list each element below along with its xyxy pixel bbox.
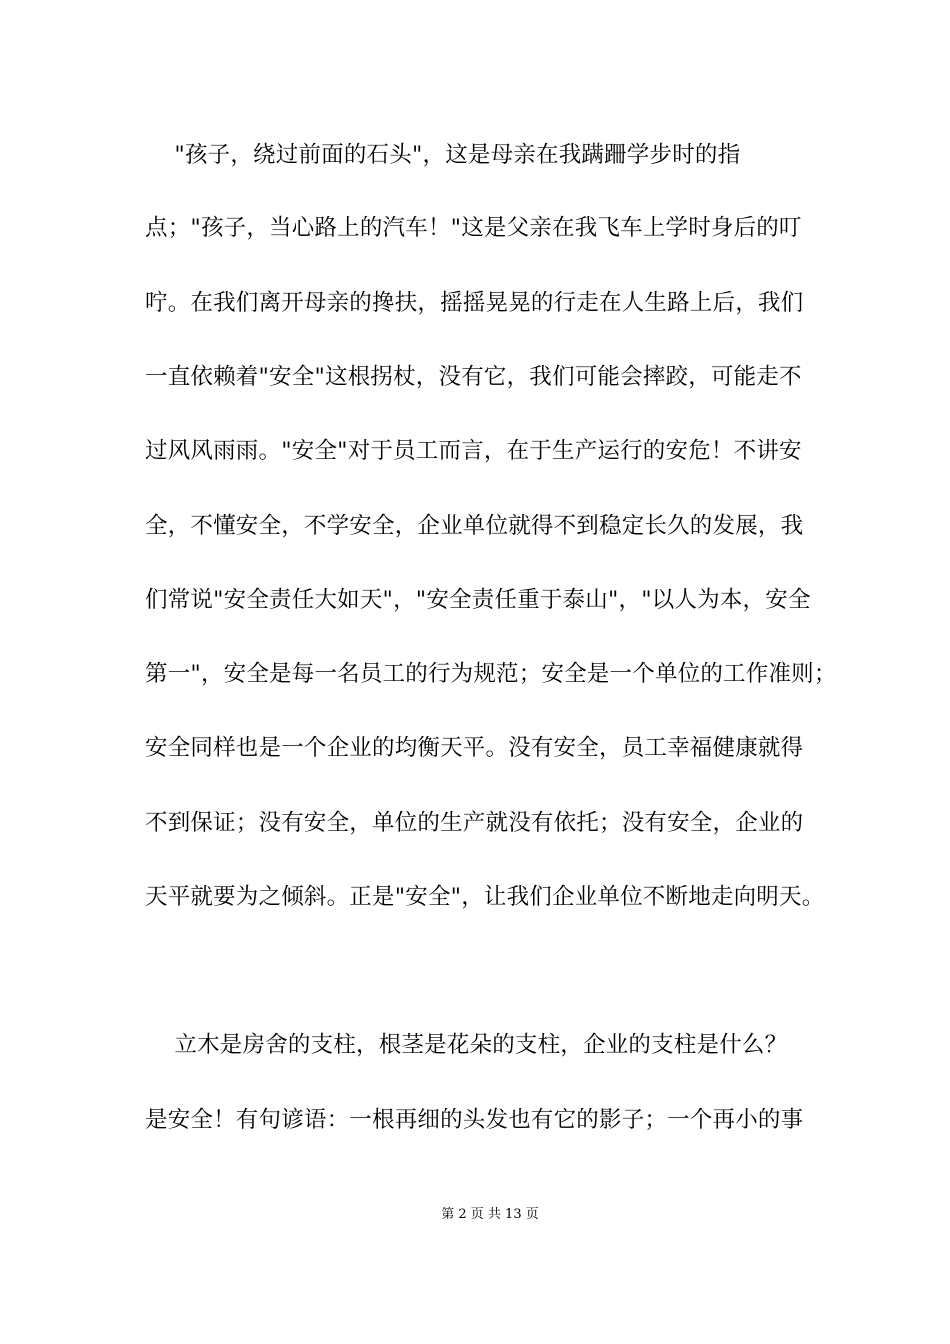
paragraph-line: 全，不懂安全，不学安全，企业单位就得不到稳定长久的发展，我 xyxy=(145,513,804,539)
paragraph-line: 们常说"安全责任大如天"，"安全责任重于泰山"，"以人为本，安全 xyxy=(145,587,811,613)
paragraph-line: 咛。在我们离开母亲的搀扶，摇摇晃晃的行走在人生路上后，我们 xyxy=(145,290,804,316)
paragraph-line: 不到保证；没有安全，单位的生产就没有依托；没有安全，企业的 xyxy=(145,810,804,836)
page-number: 第 2 页 共 13 页 xyxy=(441,1207,539,1222)
paragraph-line: "孩子，绕过前面的石头"，这是母亲在我蹒跚学步时的指 xyxy=(145,142,741,168)
paragraph-line: 是安全！有句谚语：一根再细的头发也有它的影子；一个再小的事 xyxy=(145,1107,804,1133)
paragraph-line: 点；"孩子，当心路上的汽车！"这是父亲在我飞车上学时身后的叮 xyxy=(145,215,802,241)
paragraph-line: 过风风雨雨。"安全"对于员工而言，在于生产运行的安危！不讲安 xyxy=(145,438,802,464)
paragraph-line: 一直依赖着"安全"这根拐杖，没有它，我们可能会摔跤，可能走不 xyxy=(145,364,802,390)
paragraph-line: 立木是房舍的支柱，根茎是花朵的支柱，企业的支柱是什么？ xyxy=(145,1032,788,1058)
paragraph-line: 第一"，安全是每一名员工的行为规范；安全是一个单位的工作准则； xyxy=(145,661,837,687)
paragraph-line: 天平就要为之倾斜。正是"安全"，让我们企业单位不断地走向明天。 xyxy=(145,884,825,910)
paragraph-line: 安全同样也是一个企业的均衡天平。没有安全，员工幸福健康就得 xyxy=(145,735,804,761)
page-footer xyxy=(0,1206,950,1224)
